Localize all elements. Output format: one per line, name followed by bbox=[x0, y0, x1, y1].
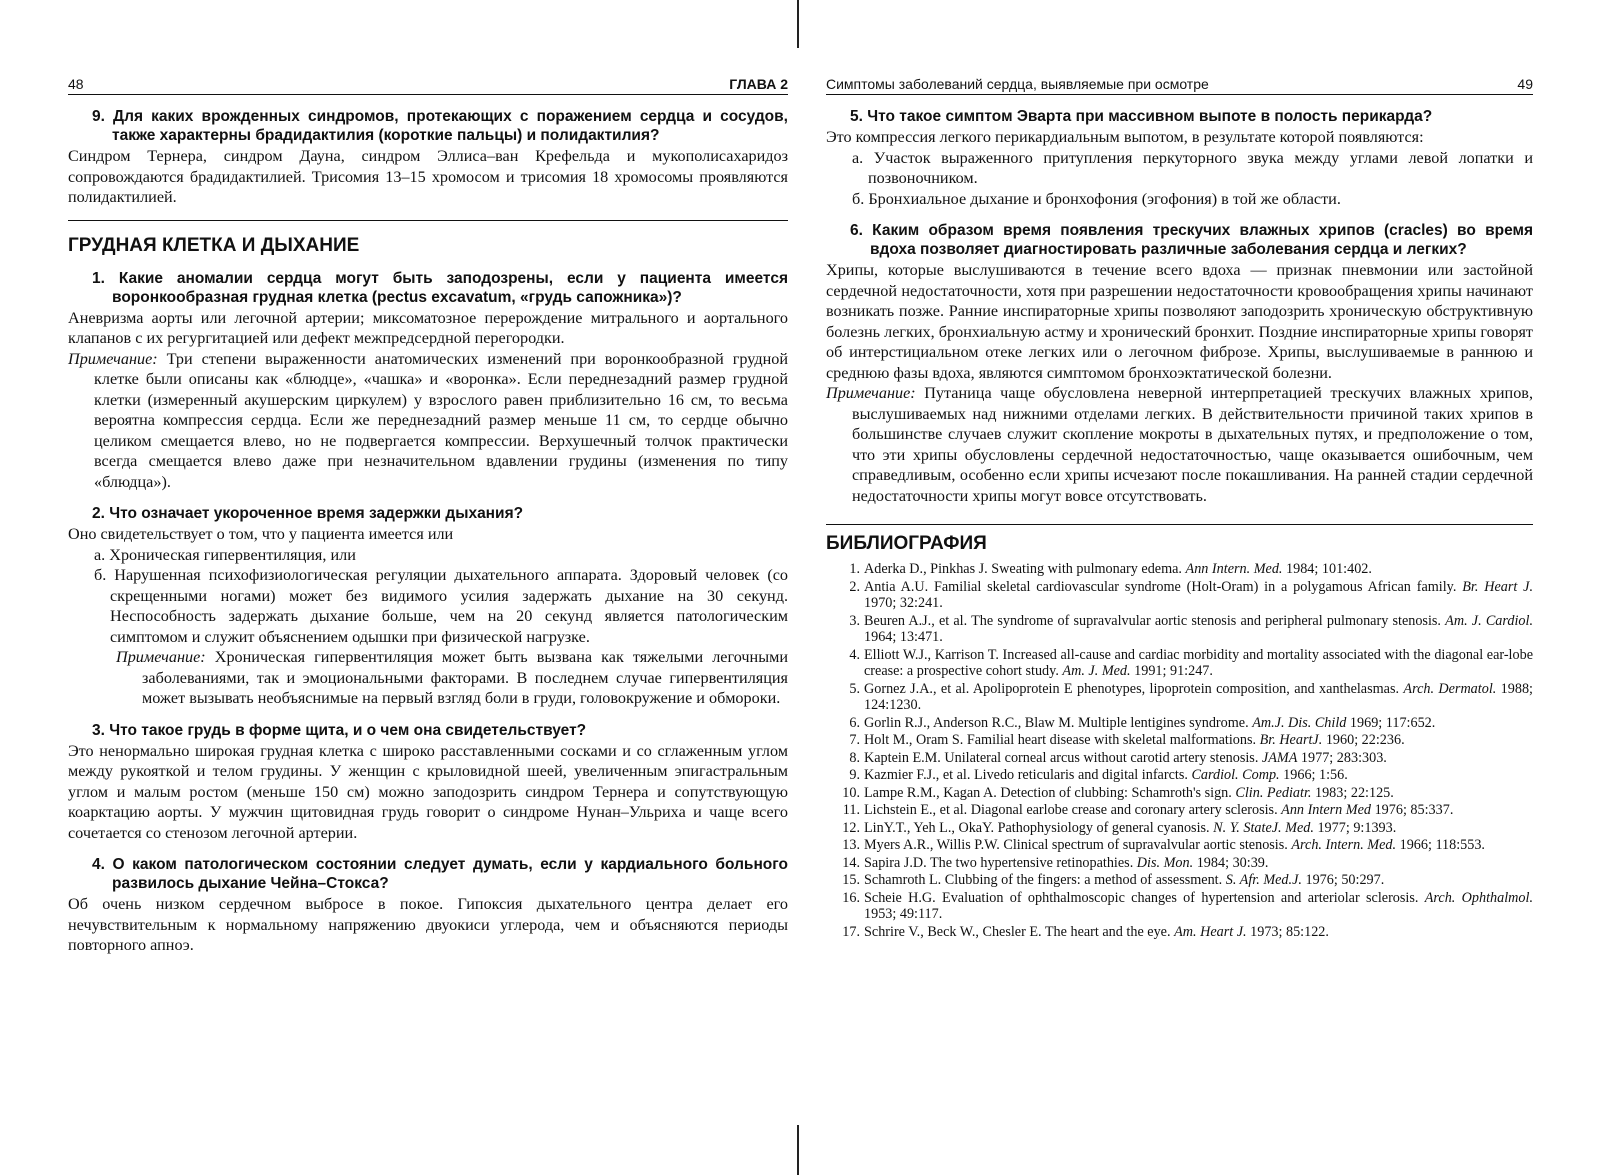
running-title: Симптомы заболеваний сердца, выявляемые при осмотре bbox=[826, 76, 1209, 92]
bibliography-journal: Am. J. Cardiol. bbox=[1445, 612, 1533, 629]
bibliography-text: Myers A.R., Willis P.W. Clinical spectrum of supravalvular aortic stenosis. bbox=[864, 837, 1288, 853]
bibliography-journal: S. Afr. Med.J. bbox=[1225, 872, 1302, 888]
bibliography-text: Gorlin R.J., Anderson R.C., Blaw M. Multiple lentigines syndrome. bbox=[864, 714, 1249, 731]
bibliography-number: 7. bbox=[849, 732, 860, 748]
bibliography-citation: 1960; 22:236. bbox=[1322, 732, 1405, 748]
bibliography-citation: 1969; 117:652. bbox=[1346, 714, 1436, 731]
chapter-label: ГЛАВА 2 bbox=[729, 76, 788, 92]
bibliography-journal: Dis. Mon. bbox=[1136, 854, 1194, 871]
bibliography-citation: 1984; 101:402. bbox=[1282, 561, 1372, 577]
bibliography-citation: 1964; 13:471. bbox=[864, 629, 943, 645]
page-number: 48 bbox=[68, 76, 84, 92]
answer-6: Хрипы, которые выслушиваются в течение всего вдоха — признак пневмонии или застойной сердечной недостаточности, хотя при разрешении недостаточности кровообращения хрипы начинают возникать позже. Ранние инспираторные хрипы позволяют заподозрить хроническую обструктивную болезнь легких, бронхиальную астму и хронический бронхит. Поздние инспираторные хрипы говорят об интерстициальном отеке легких или о легочном фиброзе. Хрипы, выслушиваемые в раннюю и среднюю фазы вдоха, являются симптомом бронхоэктатической болезни. bbox=[826, 261, 1533, 382]
bibliography-citation: 1973; 85:122. bbox=[1246, 923, 1329, 940]
bibliography-text: Kazmier F.J., et al. Livedo reticularis and digital infarcts. bbox=[864, 767, 1188, 783]
bibliography-citation: 1991; 91:247. bbox=[1130, 663, 1213, 679]
bibliography-number: 5. bbox=[849, 680, 860, 697]
note-text: Путаница чаще обусловлена неверной интерпретацией трескучих влажных хрипов, выслушиваемых над нижними отделами легких. В действительности причиной таких хрипов в большинстве случаев служит скопление мокроты в дыхательных путях, и предположение о том, что эти хрипы обусловлены сердечной недостаточностью, чаще оказывается ошибочным, чем справедливым, особенно если хрипы исчезают после покашливания. На ранней стадии сердечной недостаточности хрипы могут вовсе отсутствовать. bbox=[852, 384, 1533, 505]
list-item-a: а. Хроническая гипервентиляция, или bbox=[94, 545, 356, 564]
bibliography-item bbox=[826, 820, 1533, 837]
bibliography-journal: Clin. Pediatr. bbox=[1235, 784, 1312, 801]
bibliography-text: Schrire V., Beck W., Chesler E. The heart and the eye. bbox=[864, 923, 1171, 940]
bibliography-text: Lichstein E., et al. Diagonal earlobe crease and coronary artery sclerosis. bbox=[864, 802, 1278, 818]
bibliography-citation: 1977; 9:1393. bbox=[1313, 819, 1397, 836]
bibliography-journal: Am. J. Med. bbox=[1062, 663, 1131, 679]
note-text: Три степени выраженности анатомических изменений при воронкообразной грудной клетке были описаны как «блюдце», «чашка» и «воронка». Если переднезадний размер грудной клетки (измеренный акушерским циркулем) у взрослого равен приблизительно 16 см, то весьма вероятна компрессия сердца. Если же переднезадний размер меньше 11 см, то сердце обычно целиком смещается влево, но не подвергается компрессии. Верхушечный толчок практически всегда смещается влево даже при незначительном вдавлении грудины (изменения по типу «блюдца»). bbox=[94, 349, 788, 491]
right-page bbox=[826, 70, 1533, 941]
bibliography-text: Antia A.U. Familial skeletal cardiovascular syndrome (Holt-Oram) in a polygamous African family. bbox=[864, 578, 1457, 595]
bibliography-citation: 1966; 118:553. bbox=[1396, 837, 1485, 853]
answer-2: Оно свидетельствует о том, что у пациента имеется или bbox=[68, 525, 454, 543]
bibliography-item bbox=[826, 613, 1533, 646]
bibliography-item bbox=[826, 715, 1533, 732]
bibliography-text: Lampe R.M., Kagan A. Detection of clubbing: Schamroth's sign. bbox=[864, 784, 1232, 801]
bibliography-item bbox=[826, 872, 1533, 889]
bibliography-citation: 1953; 49:117. bbox=[864, 906, 943, 922]
answer-9: Синдром Тернера, синдром Дауна, синдром Эллиса–ван Крефельда и мукополисахаридоз сопровождаются брадидактилией. Трисомия 13–15 хромосом и трисомия 18 хромосомы проявляются полидактилией. bbox=[68, 147, 788, 206]
question-5: 5. Что такое симптом Эварта при массивном выпоте в полость перикарда? bbox=[850, 108, 1433, 125]
note-label: Примечание: bbox=[826, 384, 916, 402]
bibliography-text: Beuren A.J., et al. The syndrome of supravalvular aortic stenosis and peripheral pulmonary stenosis. bbox=[864, 612, 1441, 629]
bibliography-citation: 1966; 1:56. bbox=[1279, 767, 1348, 783]
answer-1: Аневризма аорты или легочной артерии; миксоматозное перерождение митрального и аортального клапанов с их регургитацией или дефект межпредсердной перегородки. bbox=[68, 308, 788, 347]
question-3: 3. Что такое грудь в форме щита, и о чем она свидетельствует? bbox=[92, 721, 587, 739]
answer-3: Это ненормально широкая грудная клетка с широко расставленными сосками и со сглаженным углом между рукояткой и телом грудины. У женщин с крыловидной шеей, увеличенным эпигастральным углом и малым ростом (меньше 150 см) можно заподозрить синдром Тернера и сопутствующую коарктацию аорты. У мужчин щитовидная грудь говорит о синдроме Нунан–Ульриха и чаще всего сочетается со стенозом легочной артерии. bbox=[68, 741, 788, 842]
bibliography-number: 16. bbox=[842, 889, 860, 906]
bibliography-item bbox=[826, 681, 1533, 714]
bibliography-journal: Br. Heart J. bbox=[1462, 578, 1534, 595]
note-6 bbox=[826, 383, 1533, 506]
bibliography-citation: 1983; 22:125. bbox=[1311, 784, 1394, 801]
bibliography-citation: 1977; 283:303. bbox=[1297, 749, 1387, 766]
bibliography-journal: Ann Intern. Med. bbox=[1185, 561, 1283, 577]
bibliography-citation: 1984; 30:39. bbox=[1193, 854, 1269, 871]
bibliography-journal: Br. HeartJ. bbox=[1259, 732, 1323, 748]
bibliography-number: 1. bbox=[849, 561, 860, 577]
bibliography-number: 8. bbox=[849, 749, 860, 766]
bibliography-number: 2. bbox=[849, 578, 860, 595]
bibliography-text: Schamroth L. Clubbing of the fingers: a method of assessment. bbox=[864, 872, 1223, 888]
bibliography-text: Elliott W.J., Karrison T. Increased all-cause and cardiac morbidity and mortality associated with the diagonal ear-lobe crease: a prospective cohort study. bbox=[864, 646, 1533, 679]
right-running-head bbox=[826, 70, 1533, 95]
bibliography-journal: Ann Intern Med bbox=[1281, 802, 1372, 818]
bibliography-text: LinY.T., Yeh L., OkaY. Pathophysiology of general cyanosis. bbox=[864, 819, 1210, 836]
bibliography-item bbox=[826, 579, 1533, 612]
bibliography-number: 11. bbox=[842, 802, 860, 818]
bibliography-journal: JAMA bbox=[1261, 749, 1298, 766]
bibliography-number: 12. bbox=[842, 819, 860, 836]
bibliography-item bbox=[826, 924, 1533, 941]
top-crop-mark bbox=[797, 0, 799, 48]
bibliography-citation: 1976; 85:337. bbox=[1371, 802, 1454, 818]
question-6: 6. Каким образом время появления трескучих влажных хрипов (cracles) во время вдоха позволяет диагностировать различные заболевания сердца и легких? bbox=[850, 222, 1533, 258]
note-label: Примечание: bbox=[68, 349, 158, 368]
note-2 bbox=[68, 647, 788, 709]
bibliography-journal: Arch. Intern. Med. bbox=[1291, 837, 1397, 853]
bibliography-journal: Cardiol. Comp. bbox=[1191, 767, 1280, 783]
bibliography-text: Aderka D., Pinkhas J. Sweating with pulmonary edema. bbox=[864, 561, 1182, 577]
note-label: Примечание: bbox=[116, 648, 206, 666]
bibliography-citation: 1970; 32:241. bbox=[864, 595, 943, 611]
bibliography-journal: N. Y. StateJ. Med. bbox=[1213, 819, 1314, 836]
bibliography-journal: Arch. Ophthalmol. bbox=[1424, 889, 1533, 906]
bibliography-item bbox=[826, 732, 1533, 749]
bibliography-citation: 1976; 50:297. bbox=[1301, 872, 1385, 888]
note-1 bbox=[68, 349, 788, 493]
bibliography-item bbox=[826, 647, 1533, 680]
bibliography-number: 4. bbox=[849, 646, 860, 663]
bibliography-item bbox=[826, 561, 1533, 578]
question-4: 4. О каком патологическом состоянии следует думать, если у кардиального больного развилось дыхание Чейна–Стокса? bbox=[92, 856, 788, 892]
left-page bbox=[68, 70, 788, 956]
bibliography-text: Kaptein E.M. Unilateral corneal arcus without carotid artery stenosis. bbox=[864, 749, 1259, 766]
bibliography-text: Sapira J.D. The two hypertensive retinopathies. bbox=[864, 854, 1134, 871]
bibliography-number: 14. bbox=[842, 854, 860, 871]
bibliography-number: 17. bbox=[842, 923, 860, 940]
bibliography-item bbox=[826, 750, 1533, 767]
question-1: 1. Какие аномалии сердца могут быть заподозрены, если у пациента имеется воронкообразная грудная клетка (pectus excavatum, «грудь сапожника»)? bbox=[92, 269, 788, 306]
bibliography-list bbox=[826, 561, 1533, 940]
bibliography-text: Scheie H.G. Evaluation of ophthalmoscopic changes of hypertension and arteriolar sclerosis. bbox=[864, 889, 1419, 906]
list-item-a: а. Участок выраженного притупления перкуторного звука между углами левой лопатки и позвоночником. bbox=[852, 148, 1533, 187]
section-title: ГРУДНАЯ КЛЕТКА И ДЫХАНИЕ bbox=[68, 234, 360, 256]
bibliography-item bbox=[826, 767, 1533, 784]
bibliography-number: 6. bbox=[849, 714, 860, 731]
bibliography-item bbox=[826, 802, 1533, 819]
question-9: 9. Для каких врожденных синдромов, протекающих с поражением сердца и сосудов, также характерны брадидактилия (короткие пальцы) и полидактилия? bbox=[92, 108, 788, 144]
bibliography-text: Gornez J.A., et al. Apolipoprotein E phenotypes, lipoprotein composition, and xanthelasmas. bbox=[864, 680, 1400, 697]
left-running-head bbox=[68, 70, 788, 95]
bibliography-citation: 1988; 124:1230. bbox=[864, 680, 1533, 713]
bibliography-number: 3. bbox=[849, 612, 860, 629]
bibliography-number: 13. bbox=[842, 837, 860, 853]
list-item-b: б. Нарушенная психофизиологическая регуляции дыхательного аппарата. Здоровый человек (со скрещенными ногами) может без видимого усилия задержать дыхание на 30 секунд. Неспособность задержать дыхание больше, чем на 20 секунд является патологическим симптомом и служит объяснением одышки при физической нагрузке. bbox=[94, 566, 788, 646]
bibliography-number: 9. bbox=[849, 767, 860, 783]
bibliography-journal: Am.J. Dis. Child bbox=[1252, 714, 1347, 731]
bibliography-number: 10. bbox=[842, 784, 860, 801]
bottom-crop-mark bbox=[797, 1125, 799, 1175]
page-number: 49 bbox=[1517, 76, 1533, 92]
question-2: 2. Что означает укороченное время задержки дыхания? bbox=[92, 505, 524, 522]
bibliography-item bbox=[826, 890, 1533, 923]
bibliography-journal: Am. Heart J. bbox=[1174, 923, 1247, 940]
answer-5: Это компрессия легкого перикардиальным выпотом, в результате которой появляются: bbox=[826, 128, 1424, 146]
list-item-b: б. Бронхиальное дыхание и бронхофония (эгофония) в той же области. bbox=[852, 189, 1341, 208]
bibliography-journal: Arch. Dermatol. bbox=[1403, 680, 1497, 697]
bibliography-item bbox=[826, 837, 1533, 854]
bibliography-title: БИБЛИОГРАФИЯ bbox=[826, 533, 987, 554]
note-text: Хроническая гипервентиляция может быть вызвана как тяжелыми легочными заболеваниями, так и эмоциональными факторами. В последнем случае гипервентиляция может вызывать необъяснимые на первый взгляд боли в груди, головокружение и обмороки. bbox=[142, 648, 788, 707]
bibliography-item bbox=[826, 785, 1533, 802]
bibliography-text: Holt M., Oram S. Familial heart disease with skeletal malformations. bbox=[864, 732, 1257, 748]
bibliography-number: 15. bbox=[842, 872, 860, 888]
answer-4: Об очень низком сердечном выбросе в покое. Гипоксия дыхательного центра делает его нечувствительным к нормальному напряжению двуокиси углерода, чем и объясняются периоды повторного апноэ. bbox=[68, 895, 788, 954]
bibliography-item bbox=[826, 855, 1533, 872]
